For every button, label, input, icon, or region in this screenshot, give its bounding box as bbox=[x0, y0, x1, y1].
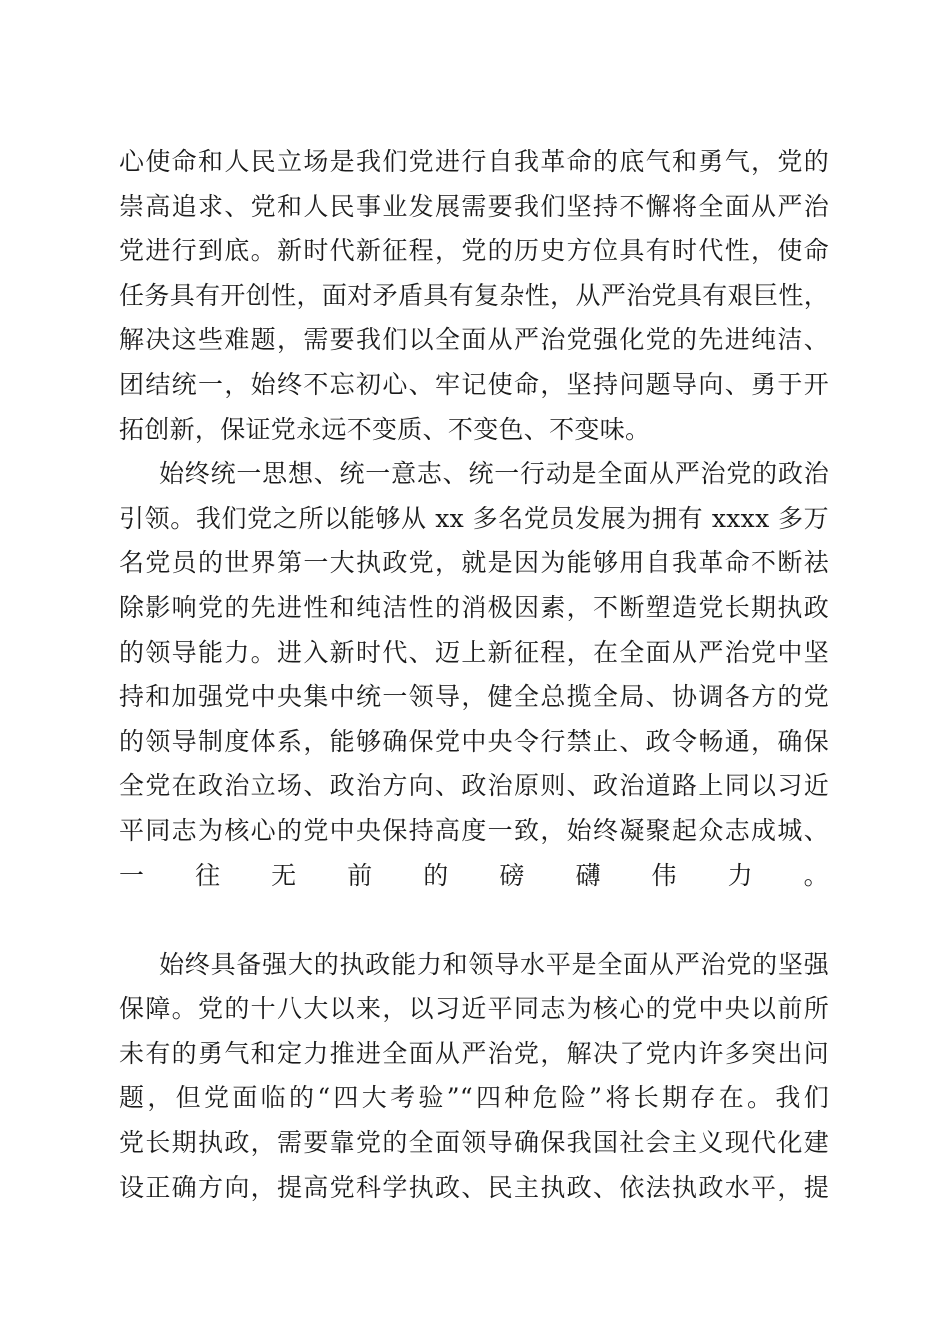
text-line: 任务具有开创性，面对矛盾具有复杂性，从严治党具有艰巨性， bbox=[119, 280, 829, 310]
text-line: 的领导制度体系，能够确保党中央令行禁止、政令畅通，确保 bbox=[119, 726, 829, 756]
paragraph-3 bbox=[119, 943, 829, 1211]
text-line: 保障。党的十八大以来，以习近平同志为核心的党中央以前所 bbox=[119, 994, 829, 1024]
text-line: 拓创新，保证党永远不变质、不变色、不变味。 bbox=[119, 414, 651, 444]
text-line: 心使命和人民立场是我们党进行自我革命的底气和勇气，党的 bbox=[119, 147, 829, 176]
text-line: 名党员的世界第一大执政党，就是因为能够用自我革命不断祛 bbox=[119, 548, 829, 578]
document-body bbox=[119, 140, 829, 1210]
text-line: 始终统一思想、统一意志、统一行动是全面从严治党的政治 bbox=[159, 459, 829, 489]
paragraph-1 bbox=[119, 140, 829, 452]
text-line: 平同志为核心的党中央保持高度一致，始终凝聚起众志成城、 bbox=[119, 815, 829, 845]
text-line: 一往无前的磅礴伟力。 bbox=[119, 860, 829, 890]
text-line: 设正确方向，提高党科学执政、民主执政、依法执政水平，提 bbox=[119, 1172, 829, 1202]
text-line: 引领。我们党之所以能够从 xx 多名党员发展为拥有 xxxx 多万 bbox=[119, 503, 829, 533]
text-line: 党进行到底。新时代新征程，党的历史方位具有时代性，使命 bbox=[119, 236, 829, 266]
text-line: 团结统一，始终不忘初心、牢记使命，坚持问题导向、勇于开 bbox=[119, 369, 829, 399]
text-line: 的领导能力。进入新时代、迈上新征程，在全面从严治党中坚 bbox=[119, 637, 829, 667]
text-line: 党长期执政，需要靠党的全面领导确保我国社会主义现代化建 bbox=[119, 1128, 829, 1158]
text-line: 全党在政治立场、政治方向、政治原则、政治道路上同以习近 bbox=[119, 771, 829, 801]
text-line: 除影响党的先进性和纯洁性的消极因素，不断塑造党长期执政 bbox=[119, 592, 829, 622]
text-line: 崇高追求、党和人民事业发展需要我们坚持不懈将全面从严治 bbox=[119, 191, 829, 221]
text-line: 未有的勇气和定力推进全面从严治党，解决了党内许多突出问 bbox=[119, 1038, 829, 1068]
text-line bbox=[119, 898, 829, 943]
paragraph-2 bbox=[119, 452, 829, 943]
text-line: 解决这些难题，需要我们以全面从严治党强化党的先进纯洁、 bbox=[119, 325, 829, 355]
text-line: 持和加强党中央集中统一领导，健全总揽全局、协调各方的党 bbox=[119, 682, 829, 712]
text-line: 题，但党面临的“四大考验”“四种危险”将长期存在。我们 bbox=[119, 1083, 829, 1113]
text-line: 始终具备强大的执政能力和领导水平是全面从严治党的坚强 bbox=[159, 949, 829, 979]
